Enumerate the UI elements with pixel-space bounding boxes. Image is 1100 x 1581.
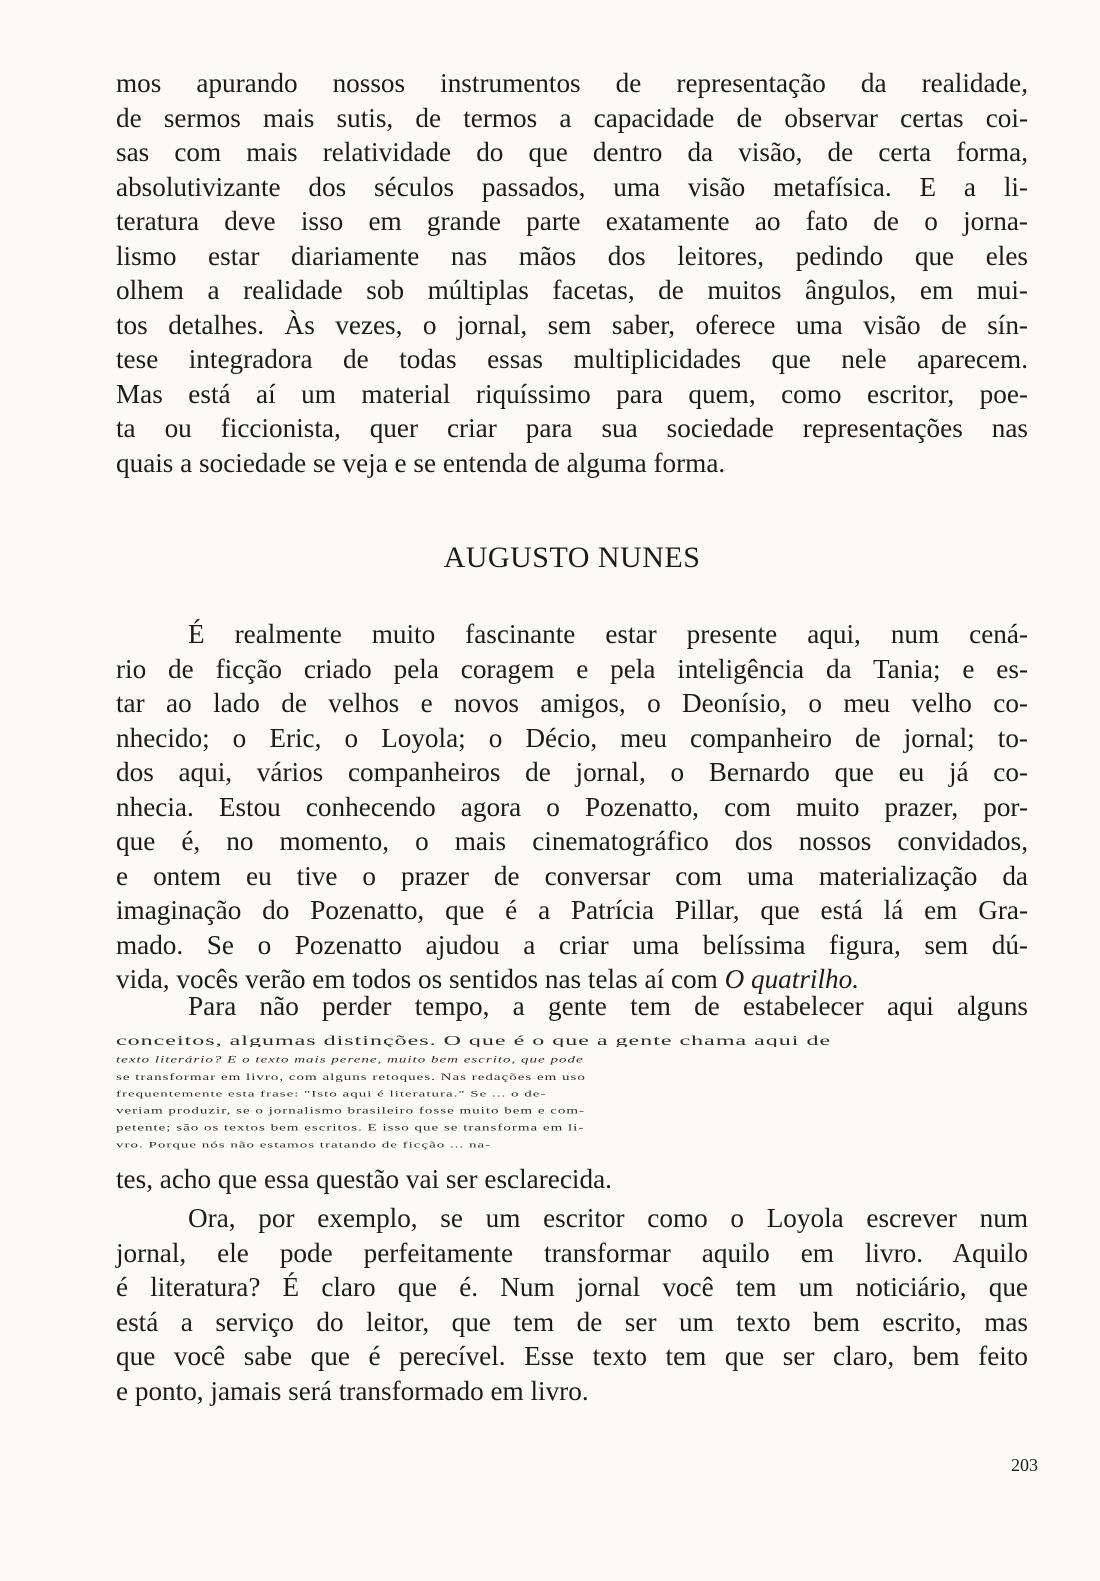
page-number: 203	[1011, 1455, 1038, 1475]
text-line: de sermos mais sutis, de termos a capacidade de observar certas coi-	[116, 102, 1028, 133]
text-line: ta ou ficcionista, quer criar para sua sociedade representações nas	[116, 413, 1028, 443]
text-line: imaginação do Pozenatto, que é a Patrícia Pillar, que está lá em Gra-	[116, 895, 1028, 925]
text-line: mado. Se o Pozenatto ajudou a criar uma belíssima figura, sem dú-	[116, 929, 1028, 960]
intro-paragraph	[116, 66, 1028, 480]
garbled-line: frequentemente esta frase: "Isto aqui é literatura." Se ... o de-	[116, 1089, 547, 1099]
text-line: tes, acho que essa questão vai ser esclarecida.	[116, 1164, 612, 1194]
garbled-line: veriam produzir, se o jornalismo brasileiro fosse muito bem e com-	[116, 1106, 586, 1116]
text-line: lismo estar diariamente nas mãos dos leitores, pedindo que eles	[116, 240, 1028, 271]
text-line: olhem a realidade sob múltiplas facetas, de muitos ângulos, em mui-	[116, 275, 1028, 305]
text-line: tos detalhes. Às vezes, o jornal, sem saber, oferece uma visão de sín-	[116, 309, 1028, 340]
paragraph-2-opening	[116, 989, 1028, 1024]
text-line: Para não perder tempo, a gente tem de estabelecer aqui alguns	[188, 991, 1028, 1021]
section-heading: AUGUSTO NUNES	[443, 541, 701, 574]
paragraph-1	[116, 617, 1028, 997]
text-line: sas com mais relatividade do que dentro da visão, de certa forma,	[116, 137, 1028, 167]
paragraph-2-closing	[116, 1162, 1028, 1197]
garbled-line: vro. Porque nós não estamos tratando de ficção ... na-	[116, 1140, 492, 1150]
text-line: e ontem eu tive o prazer de conversar com uma materialização da	[116, 860, 1028, 891]
text-line: está a serviço do leitor, que tem de ser um texto bem escrito, mas	[116, 1306, 1028, 1337]
garbled-line: se transformar em livro, com alguns retoques. Nas redações em uso	[116, 1071, 586, 1083]
paragraph-3	[116, 1201, 1028, 1408]
text-line: É realmente muito fascinante estar presente aqui, num cená-	[188, 619, 1028, 649]
text-line: nhecido; o Eric, o Loyola; o Décio, meu companheiro de jornal; to-	[116, 722, 1028, 753]
garbled-line: petente; são os textos bem escritos. É isso que se transforma em li-	[116, 1123, 585, 1133]
garbled-line: conceitos, algumas distinções. O que é o que a gente chama aqui de	[116, 1034, 832, 1048]
text-line: nhecia. Estou conhecendo agora o Pozenatto, com muito prazer, por-	[116, 791, 1028, 822]
text-line: é literatura? É claro que é. Num jornal você tem um noticiário, que	[116, 1272, 1028, 1302]
text-line: que é, no momento, o mais cinematográfico dos nossos convidados,	[116, 826, 1028, 856]
garbled-line: texto literário? É o texto mais perene, muito bem escrito, que pode	[116, 1055, 584, 1065]
text-line: tar ao lado de velhos e novos amigos, o Deonísio, o meu velho co-	[116, 688, 1028, 718]
text-line: quais a sociedade se veja e se entenda de alguma forma.	[116, 447, 726, 478]
text-line: tese integradora de todas essas multiplicidades que nele aparecem.	[116, 344, 1028, 374]
text-line: que você sabe que é perecível. Esse texto tem que ser claro, bem feito	[116, 1341, 1028, 1371]
text-line: e ponto, jamais será transformado em livro.	[116, 1375, 589, 1406]
text-line: dos aqui, vários companheiros de jornal, o Bernardo que eu já co-	[116, 757, 1028, 787]
text-line: absolutivizante dos séculos passados, uma visão metafísica. E a li-	[116, 171, 1028, 202]
garbled-text-block	[116, 1030, 1028, 1158]
text-fragment: vida, vocês verão em todos os sentidos nas telas aí com	[116, 964, 725, 994]
text-line: mos apurando nossos instrumentos de representação da realidade,	[116, 68, 1028, 98]
book-title: O quatrilho.	[724, 964, 859, 994]
text-line: Mas está aí um material riquíssimo para quem, como escritor, poe-	[116, 378, 1028, 409]
text-line: teratura deve isso em grande parte exatamente ao fato de o jorna-	[116, 206, 1028, 236]
text-line: jornal, ele pode perfeitamente transformar aquilo em livro. Aquilo	[116, 1237, 1028, 1268]
text-line: Ora, por exemplo, se um escritor como o Loyola escrever num	[188, 1203, 1028, 1233]
text-line: rio de ficção criado pela coragem e pela inteligência da Tania; e es-	[116, 653, 1028, 684]
